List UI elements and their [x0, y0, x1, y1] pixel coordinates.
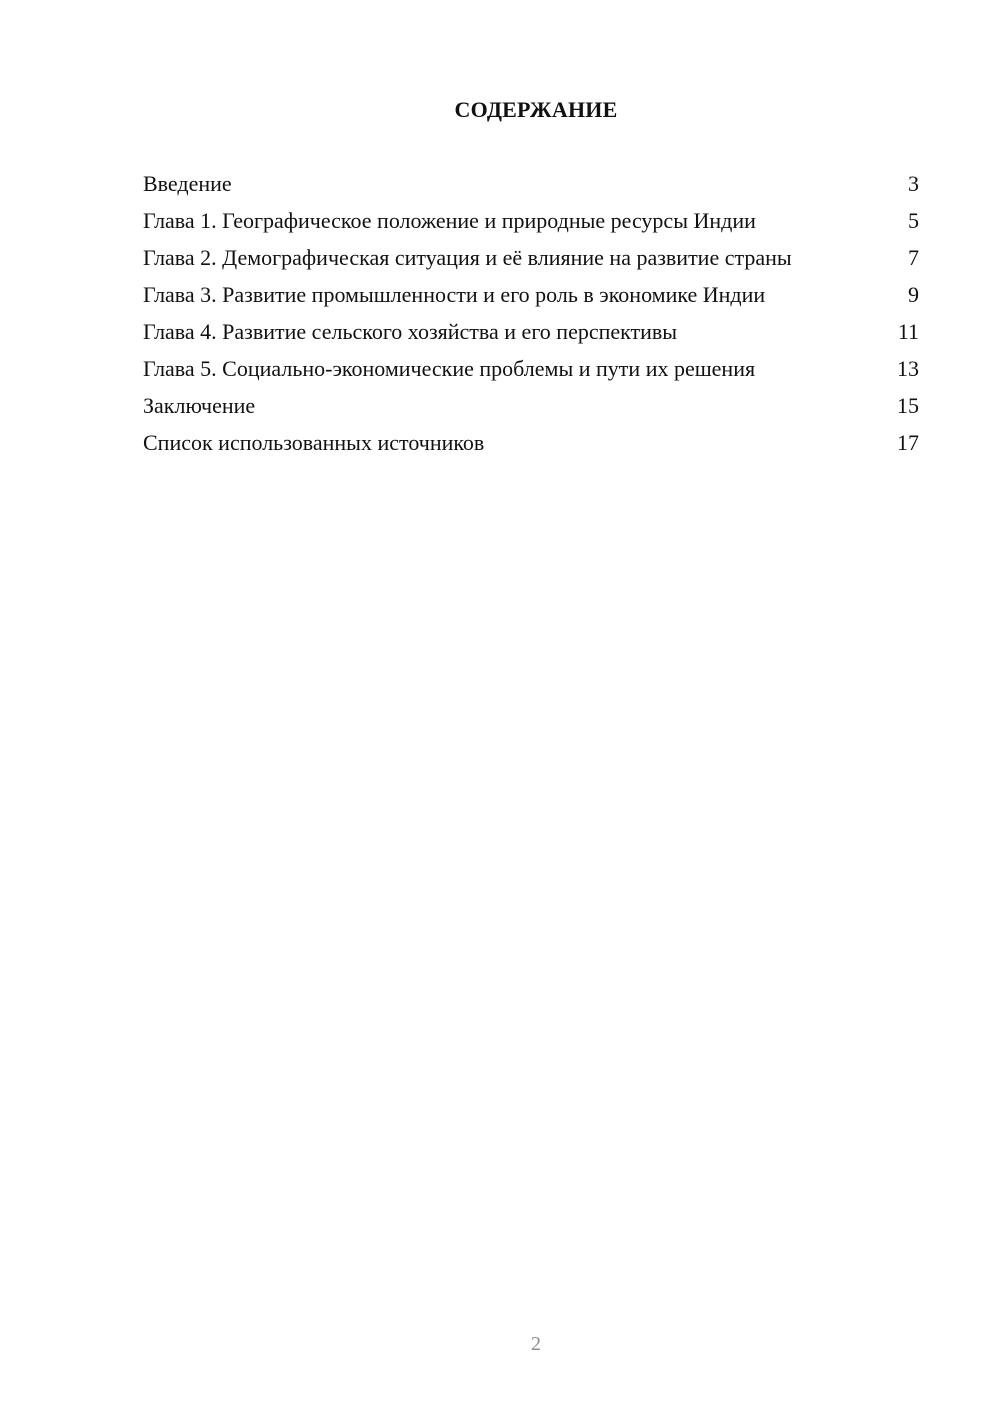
toc-item-page-number: 9	[908, 282, 919, 307]
toc-item-page-number: 11	[897, 319, 919, 344]
page-title: СОДЕРЖАНИЕ	[454, 97, 618, 122]
toc-item-page-number: 17	[897, 430, 919, 455]
toc-item-page-number: 3	[908, 171, 919, 196]
toc-item-sources	[143, 429, 919, 456]
toc-item-chapter-3	[143, 281, 919, 308]
toc-item-text: Глава 2. Демографическая ситуация и её влияние на развитие страны	[143, 245, 792, 270]
toc-item-page-number: 15	[897, 393, 919, 418]
toc-item-text: Введение	[143, 171, 232, 196]
toc-item-text: Глава 1. Географическое положение и природные ресурсы Индии	[143, 208, 756, 233]
toc-item-chapter-1	[143, 207, 919, 234]
table-of-contents	[143, 170, 919, 466]
toc-item-text: Глава 4. Развитие сельского хозяйства и его перспективы	[143, 319, 678, 344]
toc-item-conclusion	[143, 392, 919, 419]
toc-item-text: Глава 3. Развитие промышленности и его роль в экономике Индии	[143, 282, 766, 307]
toc-item-introduction	[143, 170, 919, 197]
toc-item-chapter-5	[143, 355, 919, 382]
toc-item-text: Глава 5. Социально-экономические проблемы и пути их решения	[143, 356, 756, 381]
toc-item-text: Заключение	[143, 393, 256, 418]
toc-item-page-number: 7	[908, 245, 919, 270]
toc-item-chapter-2	[143, 244, 919, 271]
toc-item-page-number: 5	[908, 208, 919, 233]
toc-item-chapter-4	[143, 318, 919, 345]
footer-page-number: 2	[531, 1333, 541, 1355]
toc-item-text: Список использованных источников	[143, 430, 485, 455]
toc-item-page-number: 13	[897, 356, 919, 381]
